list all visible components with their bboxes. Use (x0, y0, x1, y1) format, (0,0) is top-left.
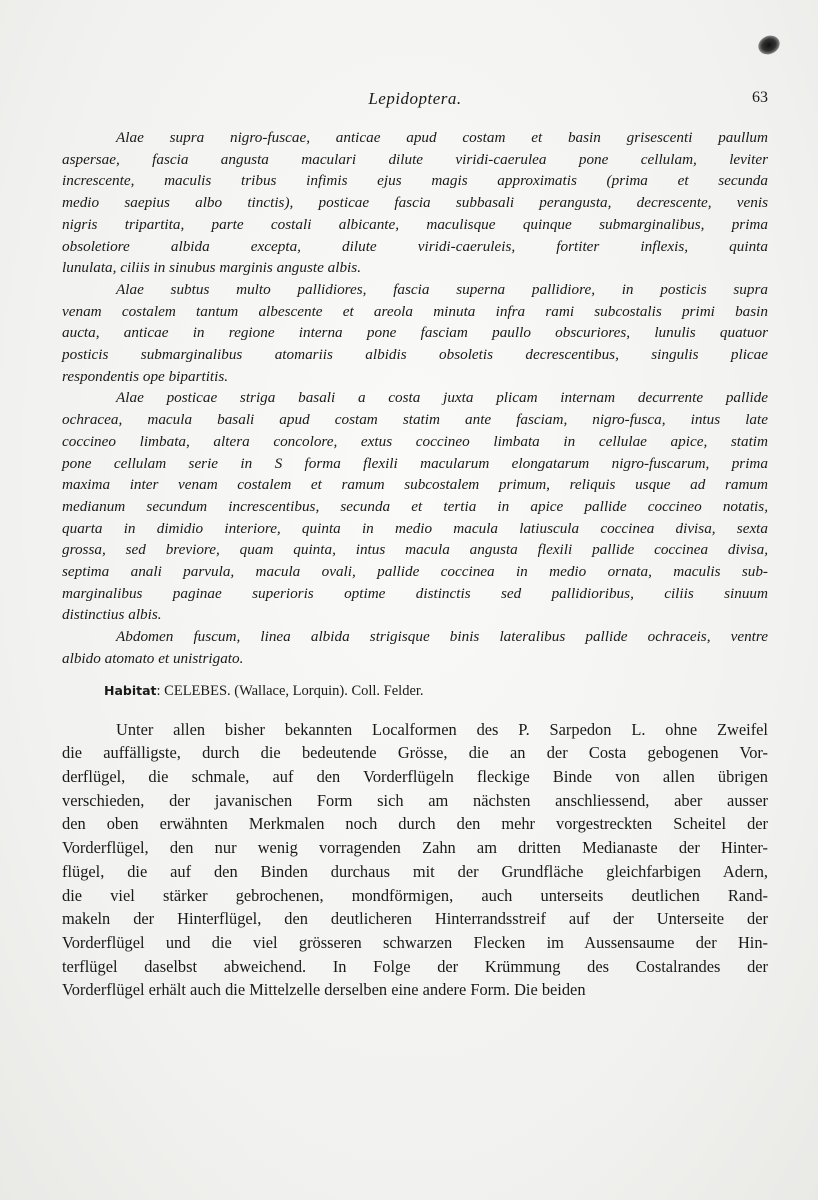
text-line: distinctius albis. (62, 606, 162, 624)
text-line: respondentis ope bipartitis. (62, 367, 229, 385)
text-line: aucta, anticae in regione interna pone fasciam paullo obscuriores, lunulis quatuor (62, 324, 768, 342)
text-line: Alae posticae striga basali a costa juxta plicam internam decurrente pallide (116, 389, 768, 407)
text-line: septima anali parvula, macula ovali, pallide coccinea in medio ornata, maculis sub- (62, 563, 768, 581)
habitat-text: : CELEBES. (Wallace, Lorquin). Coll. Felder. (156, 682, 424, 699)
text-line: albido atomato et unistrigato. (62, 649, 244, 667)
text-line: die auffälligste, durch die bedeutende Grösse, die an der Costa gebogenen Vor- (62, 743, 768, 763)
habitat-line (62, 676, 768, 706)
text-line: medianum secundum increscentibus, secunda et tertia in apice pallide coccineo notatis, (62, 497, 768, 515)
text-line: posticis submarginalibus atomariis albidis obsoletis decrescentibus, singulis plicae (62, 346, 768, 364)
habitat-label: Habitat (104, 682, 157, 698)
text-line: Alae supra nigro-fuscae, anticae apud costam et basin grisescenti paullum (116, 129, 768, 146)
page-header (62, 89, 768, 111)
text-line: Unter allen bisher bekannten Localformen des P. Sarpedon L. ohne Zweifel (116, 719, 768, 739)
text-line: Vorderflügel und die viel grösseren schwarzen Flecken im Aussensaume der Hin- (62, 932, 768, 952)
page-number: 63 (752, 89, 768, 106)
text-line: obsoletiore albida excepta, dilute viridi-caeruleis, fortiter inflexis, quinta (62, 237, 768, 255)
running-title: Lepidoptera. (368, 89, 462, 108)
text-line: flügel, die auf den Binden durchaus mit der Grundfläche gleichfarbigen Adern, (62, 861, 768, 881)
paragraph-upperside (62, 127, 768, 279)
text-line: makeln der Hinterflügel, den deutlicheren Hinterrandsstreif auf der Unterseite der (62, 909, 768, 929)
text-line: Vorderflügel, den nur wenig vorragenden Zahn am dritten Medianaste der Hinter- (62, 838, 768, 858)
text-line: Alae subtus multo pallidiores, fascia superna pallidiore, in posticis supra (116, 280, 768, 298)
text-line: terflügel daselbst abweichend. In Folge der Krümmung des Costalrandes der (62, 956, 768, 976)
text-line: venam costalem tantum albescente et areola minuta infra rami subcostalis primi basin (62, 302, 768, 320)
ink-blot (755, 32, 783, 58)
text-line: grossa, sed breviore, quam quinta, intus macula angusta flexili pallide coccinea divisa, (62, 541, 768, 559)
text-line: derflügel, die schmale, auf den Vorderflügeln fleckige Binde von allen übrigen (62, 766, 768, 786)
text-line: quarta in dimidio interiore, quinta in medio macula latiuscula coccinea divisa, sexta (62, 519, 768, 537)
text-line: Vorderflügel erhält auch die Mittelzelle derselben eine andere Form. Die beiden (62, 980, 586, 1000)
text-line: medio saepius albo tinctis), posticae fascia subbasali perangusta, decrescente, venis (62, 194, 768, 212)
text-line: den oben erwähnten Merkmalen noch durch den mehr vorgestreckten Scheitel der (62, 814, 768, 834)
text-line: ochracea, macula basali apud costam statim ante fasciam, nigro-fusca, intus late (62, 411, 768, 429)
text-line: aspersae, fascia angusta maculari dilute viridi-caerulea pone cellulam, leviter (62, 150, 768, 168)
text-line: pone cellulam serie in S forma flexili macularum elongatarum nigro-fuscarum, prima (62, 454, 768, 472)
text-line: marginalibus paginae superioris optime distinctis sed pallidioribus, ciliis sinuum (62, 584, 768, 602)
text-line: increscente, maculis tribus infimis ejus magis approximatis (prima et secunda (62, 172, 768, 190)
page-body (62, 127, 768, 1002)
text-line: nigris tripartita, parte costali albicante, maculisque quinque submarginalibus, prima (62, 215, 768, 233)
paragraph-abdomen (62, 626, 768, 669)
text-line: lunulata, ciliis in sinubus marginis anguste albis. (62, 259, 361, 277)
text-line: Abdomen fuscum, linea albida strigisque binis lateralibus pallide ochraceis, ventre (116, 628, 768, 646)
text-line: verschieden, der javanischen Form sich am nächsten anschliessend, aber ausser (62, 790, 768, 810)
text-line: coccineo limbata, altera concolore, extus coccineo limbata in cellulae apice, statim (62, 432, 768, 450)
paragraph-german-discussion (62, 718, 768, 1002)
text-line: maxima inter venam costalem et ramum subcostalem primum, reliquis usque ad ramum (62, 476, 768, 494)
paragraph-hindwing (62, 387, 768, 626)
text-line: die viel stärker gebrochenen, mondförmigen, auch unterseits deutlichen Rand- (62, 885, 768, 905)
paragraph-underside (62, 279, 768, 388)
